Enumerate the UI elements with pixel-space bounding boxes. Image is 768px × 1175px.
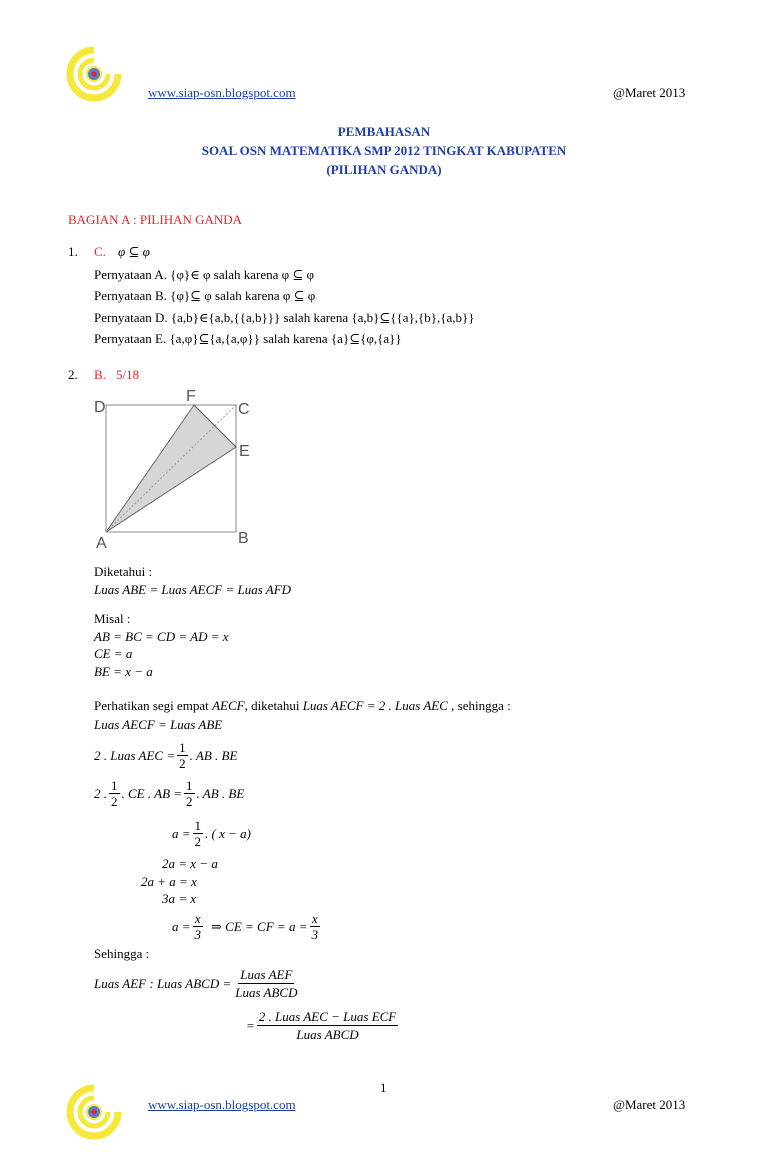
misal-line-3: BE = x − a	[94, 664, 153, 679]
q1-line-d: Pernyataan D. {a,b}∈{a,b,{{a,b}}} salah karena {a,b}⊆{{a},{b},{a,b}}	[94, 310, 475, 325]
frac-num: 1	[179, 740, 186, 755]
page-number: 1	[380, 1080, 387, 1095]
ratio2-den: Luas ABCD	[296, 1027, 359, 1042]
ratio2-frac	[257, 1008, 398, 1043]
eq3-lhs: a =	[172, 825, 191, 841]
ratio2-eq	[246, 1008, 400, 1043]
eq7	[172, 911, 322, 942]
eq7-lhs: a =	[172, 918, 191, 934]
q1-line-b: Pernyataan B. {φ}⊆ φ salah karena φ ⊆ φ	[94, 288, 316, 303]
q2-answer-value: 5/18	[116, 367, 140, 382]
ratio-lhs: Luas AEF : Luas ABCD =	[94, 975, 232, 991]
label-b: B	[238, 530, 249, 547]
frac-num: x	[194, 911, 201, 926]
eq3-rhs: . ( x − a)	[205, 825, 251, 841]
eq2-frac-right	[184, 778, 195, 809]
perhatikan-line	[94, 698, 511, 714]
shaded-triangle-aef	[106, 405, 236, 532]
page-title-line2: SOAL OSN MATEMATIKA SMP 2012 TINGKAT KABUPATEN	[201, 143, 567, 158]
eq2-frac-left	[109, 778, 120, 809]
eq4: 2a = x − a	[162, 856, 218, 871]
diketahui-label: Diketahui :	[94, 564, 153, 579]
frac-num: 1	[111, 778, 118, 793]
q1-line-a: Pernyataan A. {φ}∈ φ salah karena φ ⊆ φ	[94, 267, 315, 282]
frac-num: x	[311, 911, 318, 926]
footer-url-link[interactable]: www.siap-osn.blogspot.com	[148, 1097, 296, 1112]
frac-den: 2	[111, 794, 118, 809]
misal-label: Misal :	[94, 611, 131, 626]
footer-logo-icon	[62, 1080, 126, 1144]
q1-line-e: Pernyataan E. {a,φ}⊆{a,{a,φ}} salah karena {a}⊆{φ,{a}}	[94, 331, 402, 346]
page-title-line1: PEMBAHASAN	[337, 124, 431, 139]
eq2-lhs-b: . CE . AB =	[121, 785, 183, 801]
label-d: D	[94, 399, 106, 416]
header-url-link[interactable]: www.siap-osn.blogspot.com	[148, 85, 296, 100]
eq2-rhs: . AB . BE	[196, 785, 245, 801]
section-heading: BAGIAN A : PILIHAN GANDA	[68, 212, 243, 227]
ratio-num: Luas AEF	[240, 967, 293, 982]
ratio2-num: 2 . Luas AEC − Luas ECF	[258, 1009, 397, 1024]
perhatikan-mid: , diketahui	[244, 698, 300, 713]
page-title-line3: (PILIHAN GANDA)	[326, 162, 442, 177]
frac-den: 3	[311, 927, 318, 942]
perhatikan-post: , sehingga :	[451, 698, 511, 713]
eq7-frac-right	[309, 911, 320, 942]
misal-line-1: AB = BC = CD = AD = x	[94, 629, 229, 644]
sehingga-label: Sehingga :	[94, 946, 150, 961]
eq1-frac	[177, 740, 188, 771]
footer-date: @Maret 2013	[613, 1097, 686, 1112]
ratio-den: Luas ABCD	[235, 985, 298, 1000]
perhatikan-pre: Perhatikan segi empat	[94, 698, 209, 713]
eq3	[172, 818, 251, 849]
label-a: A	[96, 535, 107, 552]
label-e: E	[239, 443, 250, 460]
site-logo-icon	[62, 42, 126, 106]
eq5: 2a + a = x	[141, 874, 197, 889]
square-diagram	[88, 385, 278, 555]
frac-den: 2	[186, 794, 193, 809]
frac-num: 1	[186, 778, 193, 793]
eq2	[94, 778, 244, 809]
eq2-lhs-a: 2 .	[94, 785, 107, 801]
q2-answer: B.	[94, 367, 106, 382]
eq7-frac-left	[193, 911, 204, 942]
eq1-rhs: . AB . BE	[189, 747, 238, 763]
eq0: Luas AECF = Luas ABE	[94, 717, 223, 732]
q1-answer: C.	[94, 244, 106, 259]
q1-number: 1.	[68, 244, 78, 259]
diketahui-expr: Luas ABE = Luas AECF = Luas AFD	[94, 582, 292, 597]
eq1-lhs: 2 . Luas AEC =	[94, 747, 176, 763]
ratio-frac	[233, 966, 299, 1001]
q2-number: 2.	[68, 367, 78, 382]
eq6: 3a = x	[162, 891, 197, 906]
label-c: C	[238, 401, 250, 418]
header-date: @Maret 2013	[613, 85, 686, 100]
q1-answer-expr: φ ⊆ φ	[118, 244, 150, 259]
ratio2-eq-sign: =	[246, 1017, 255, 1033]
eq1	[94, 740, 237, 771]
frac-den: 2	[179, 756, 186, 771]
eq7-mid: ⇒ CE = CF = a =	[211, 918, 308, 934]
eq3-frac	[193, 818, 204, 849]
misal-line-2: CE = a	[94, 646, 133, 661]
perhatikan-shape: AECF	[212, 698, 245, 713]
frac-den: 2	[194, 834, 202, 849]
perhatikan-expr: Luas AECF = 2 . Luas AEC	[302, 698, 448, 713]
label-f: F	[186, 388, 196, 405]
frac-den: 3	[194, 927, 202, 942]
frac-num: 1	[194, 818, 202, 833]
ratio-eq	[94, 966, 301, 1001]
